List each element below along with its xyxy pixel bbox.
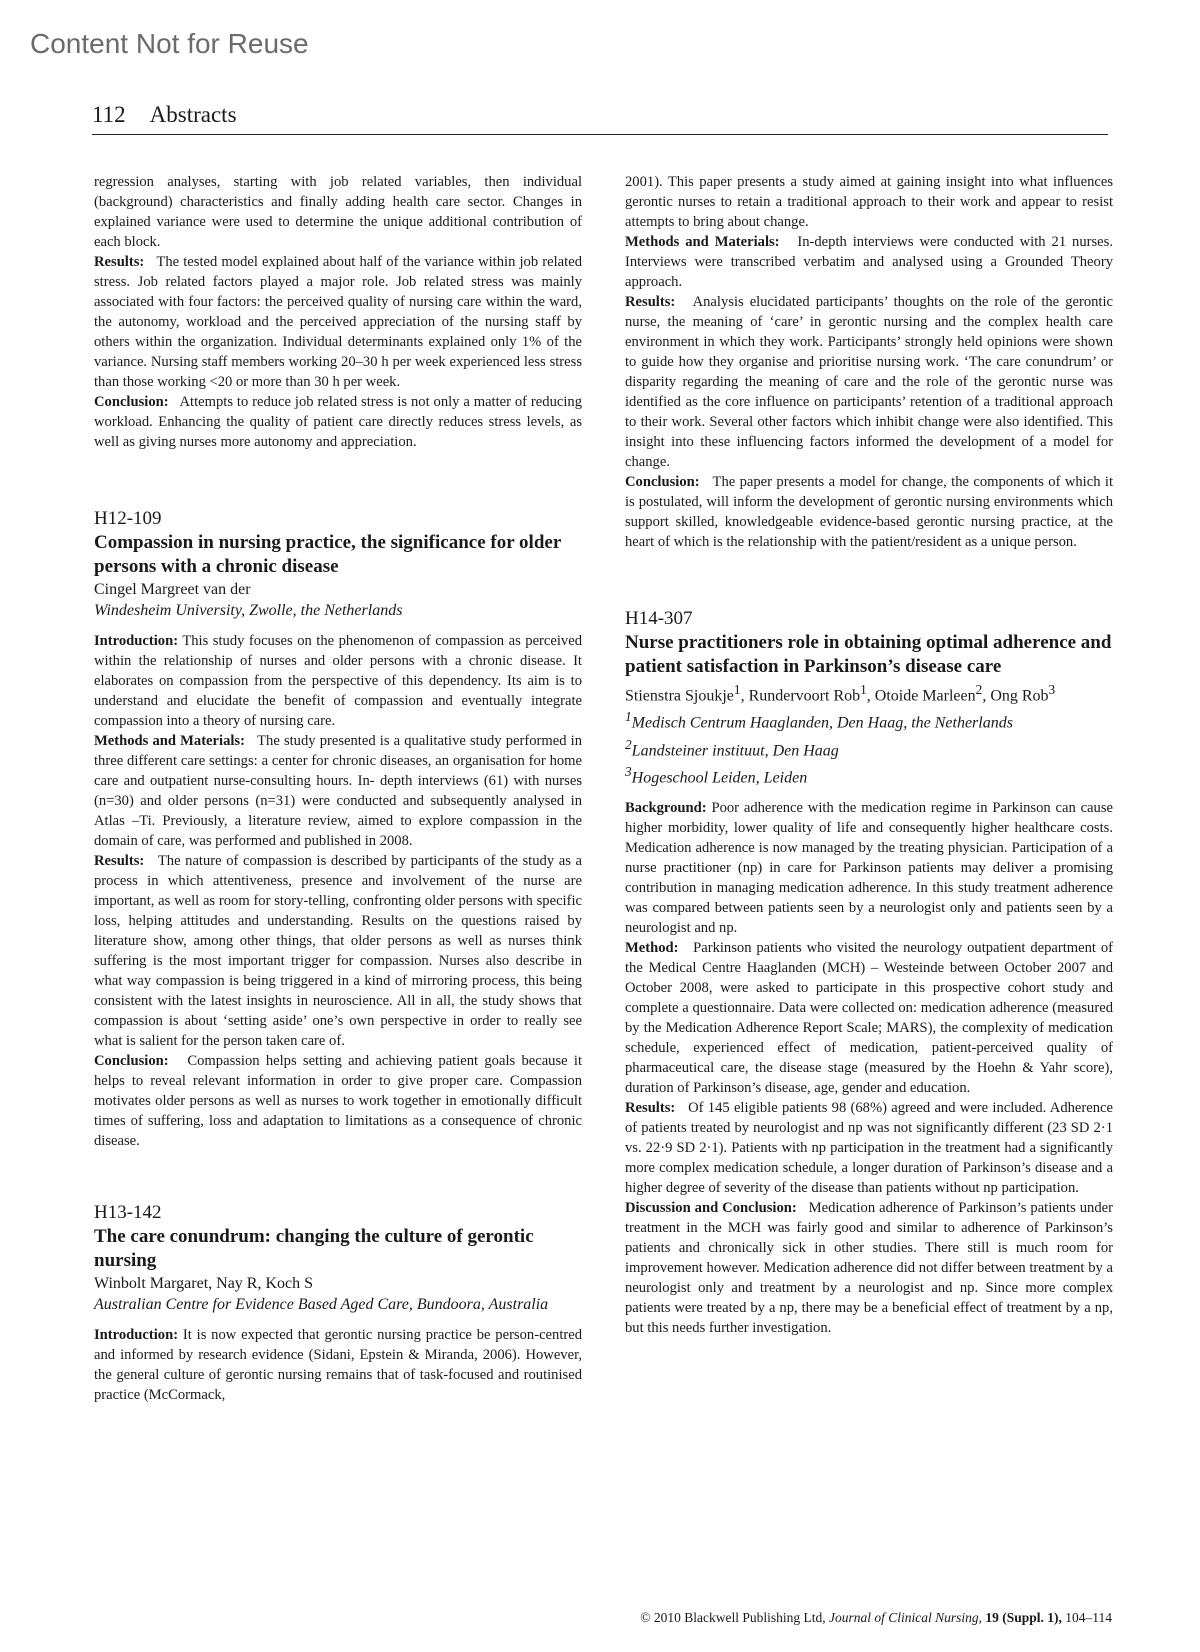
conclusion-paragraph — [94, 392, 582, 452]
supplement: (Suppl. 1), — [1002, 1610, 1062, 1625]
intro-paragraph — [94, 631, 582, 731]
abstract-h13 — [94, 1201, 582, 1405]
background-text: Poor adherence with the medication regime in Parkinson can cause higher morbidity, lower quality of life and consequently higher healthcare costs. Medication adherence is now managed by the treating physician. Participation of a nurse practitioner (np) in care for Parkinson patients may deliver a promising contribution in managing medication adherence. In this study treatment adherence was compared between patients seen by a neurologist only and patients seen by a neurologist and np. — [625, 800, 1113, 937]
author-sup: 1 — [733, 682, 741, 697]
methods-paragraph — [94, 731, 582, 851]
author-sup: 3 — [1048, 682, 1056, 697]
abstract-title: Compassion in nursing practice, the significance for older persons with a chronic disease — [94, 532, 561, 577]
left-column — [94, 172, 582, 1405]
author: Rundervoort Rob — [748, 687, 861, 705]
abstract-h14 — [625, 607, 1113, 1338]
intro-paragraph — [94, 1325, 582, 1405]
results-paragraph — [625, 292, 1113, 472]
results-text: Of 145 eligible patients 98 (68%) agreed and were included. Adherence of patients treated by neurologist and np was not significantly different (23 SD 2·1 vs. 22·9 SD 2·1). Patients with np participation in the treatment had a significantly more complex medication schedule, a longer duration of Parkinson’s disease and a higher degree of severity of the disease than patients without np participation. — [625, 1100, 1113, 1197]
abstract-code: H14-307 — [625, 608, 693, 629]
copyright: © 2010 Blackwell Publishing Ltd, — [640, 1610, 826, 1625]
abstract-affiliation: Australian Centre for Evidence Based Aged Care, Bundoora, Australia — [94, 1296, 549, 1313]
conclusion-label: Conclusion: — [94, 394, 169, 410]
author: Otoide Marleen — [874, 687, 976, 705]
abstract-title: Nurse practitioners role in obtaining optimal adherence and patient satisfaction in Parkinson’s disease care — [625, 632, 1112, 677]
method-label: Method: — [625, 940, 679, 957]
affil-text: Landsteiner instituut, Den Haag — [631, 741, 839, 759]
methods-paragraph — [625, 232, 1113, 292]
watermark: Content Not for Reuse — [30, 28, 309, 59]
abstract-affiliation — [625, 761, 1113, 788]
affil-sup: 3 — [625, 763, 632, 779]
abstract-authors: Winbolt Margaret, Nay R, Koch S — [94, 1275, 314, 1292]
conclusion-label: Conclusion: — [94, 1053, 169, 1069]
intro-text: This study focuses on the phenomenon of compassion as perceived within the relationship of nurses and older persons with a chronic disease. It elaborates on compassion from the perspective of this dependency. Its aim is to understand and elucidate the benefit of compassion and eventually integrate compassion into a theory of nursing care. — [94, 633, 582, 729]
discussion-text: Medication adherence of Parkinson’s patients under treatment in the MCH was fairly good and similar to adherence of Parkinson’s patients and chronically sick in other studies. There still is much room for improvement however. Medication adherence did not differ between treatment by a neurologist only and treatment by a neurologist and np. Since more complex patients were treated by a np, there may be a beneficial effect of treatment by a np, but this needs further investigation. — [625, 1200, 1113, 1337]
abstract-h12 — [94, 507, 582, 1151]
conclusion-text: The paper presents a model for change, the components of which it is postulated, will inform the development of gerontic nursing environments which support skilled, knowledgeable evidence-based gerontic nursing practice, at the heart of which is the relationship with the patient/resident as a unique person. — [625, 474, 1113, 550]
results-text: Analysis elucidated participants’ thoughts on the role of the gerontic nurse, the meaning of ‘care’ in gerontic nursing and the complex health care environment in which they work. Participants’ strongly held opinions were shown to guide how they organise and prioritise nursing work. ‘The care conundrum’ or disparity regarding the meaning of care and the role of the gerontic nurse was identified as the core influence on participants’ retention of a traditional approach to their work. Several other factors which inhibit change were also identified. This insight into these influencing factors informed the development of a model for change. — [625, 294, 1114, 470]
author: Ong Rob — [990, 687, 1049, 705]
author-sup: 2 — [975, 682, 983, 697]
results-text: The nature of compassion is described by participants of the study as a process in which attentiveness, presence and involvement of the nurse are important, as well as room for story-telling, confronting older persons with specific loss, helping attitudes and understanding. Results on the questions raised by literature show, among other things, that older persons as well as nurses think suffering is the most important trigger for compassion. Nurses also describe in what way compassion is being triggered in a kind of mirroring process, this being consistent with the latest insights in neuroscience. All in all, the study shows that compassion is about ‘setting aside’ one’s own perspective in order to really see what is salient for the person taken care of. — [94, 853, 582, 1049]
author-sup: 1 — [860, 682, 867, 697]
results-paragraph — [94, 851, 582, 1051]
conclusion-text: Attempts to reduce job related stress is not only a matter of reducing workload. Enhancing the quality of patient care directly reduces stress levels, as well as giving nurses more autonomy and appreciation. — [94, 394, 582, 450]
results-paragraph — [625, 1098, 1113, 1198]
continued-text: regression analyses, starting with job related variables, then individual (background) characteristics and finally adding health care sector. Changes in explained variance were used to determine the unique additional contribution of each block. — [94, 174, 582, 250]
discussion-label: Discussion and Conclusion: — [625, 1200, 797, 1217]
abstract-authors: Cingel Margreet van der — [94, 581, 251, 598]
results-text: The tested model explained about half of the variance within job related stress. Job related factors played a major role. Job related stress was mainly associated with four factors: the perceived quality of nursing care within the ward, the autonomy, workload and the perceived appreciation of the nursing staff by others within the organization. Individual determinants explained only 1% of the variance. Nursing staff members working 20–30 h per week experienced less stress than those working <20 or more than 30 h per week. — [94, 254, 582, 390]
affil-text: Hogeschool Leiden, Leiden — [631, 769, 808, 787]
section-title: Abstracts — [149, 102, 237, 127]
abstract-authors: Stienstra Sjoukje$^1$, Rundervoort Rob$^1$, Otoide Marleen$^2$, Ong Rob$^3$ — [625, 682, 1056, 705]
method-paragraph — [625, 938, 1113, 1098]
author: Stienstra Sjoukje — [625, 687, 734, 705]
method-text: Parkinson patients who visited the neurology outpatient department of the Medical Centre Haaglanden (MCH) – Westeinde between October 2007 and October 2008, were asked to participate in this prospective cohort study and complete a questionnaire. Data were collected on: medication adherence (measured by the Medication Adherence Report Scale; MARS), the complexity of medication schedule, experienced effect of medication, patient-perceived quality of pharmaceutical care, the disease stage (measured by the Hoehn & Yahr score), duration of Parkinson’s disease, age, gender and education. — [625, 940, 1113, 1097]
conclusion-paragraph — [625, 472, 1113, 552]
abstract-code: H13-142 — [94, 1202, 162, 1223]
right-column — [625, 172, 1113, 1338]
methods-label: Methods and Materials: — [625, 234, 780, 250]
methods-text: The study presented is a qualitative study performed in three different care settings: a center for chronic diseases, an organisation for home care and outpatient nurse-consulting hours. In- depth interviews (61) with nurses (n=30) and older persons (n=31) were conducted and subsequently analysed in Atlas –Ti. Previously, a literature review, aimed to explore compassion in the domain of care, was performed and published in 2008. — [94, 733, 583, 849]
conclusion-label: Conclusion: — [625, 474, 700, 490]
affil-sup: 2 — [625, 736, 632, 752]
intro-text: It is now expected that gerontic nursing practice be person-centred and informed by research evidence (Sidani, Epstein & Miranda, 2006). However, the general culture of gerontic nursing remains that of task-focused and routinised practice (McCormack, — [94, 1327, 583, 1403]
results-label: Results: — [94, 254, 145, 270]
results-label: Results: — [625, 1100, 676, 1117]
methods-text: In-depth interviews were conducted with 21 nurses. Interviews were transcribed verbatim and analysed using a Grounded Theory approach. — [625, 234, 1113, 290]
intro-label: Introduction: — [94, 633, 179, 649]
page-range: 104–114 — [1065, 1610, 1112, 1625]
abstract-affiliation — [625, 706, 1113, 733]
intro-label: Introduction: — [94, 1327, 179, 1343]
conclusion-paragraph — [94, 1051, 582, 1151]
abstract-affiliation — [625, 734, 1113, 761]
abstract-affiliation: Windesheim University, Zwolle, the Netherlands — [94, 602, 403, 619]
volume: 19 — [985, 1610, 999, 1625]
background-label: Background: — [625, 800, 707, 817]
journal-name: Journal of Clinical Nursing, — [828, 1610, 982, 1625]
abstract-title: The care conundrum: changing the culture of gerontic nursing — [94, 1226, 534, 1271]
running-head — [92, 102, 1108, 135]
methods-label: Methods and Materials: — [94, 733, 245, 749]
page-number: 112 — [92, 102, 126, 127]
affil-text: Medisch Centrum Haaglanden, Den Haag, the Netherlands — [631, 714, 1013, 732]
discussion-paragraph — [625, 1198, 1113, 1338]
page-footer — [640, 1610, 1112, 1626]
results-label: Results: — [94, 853, 145, 869]
conclusion-text: Compassion helps setting and achieving patient goals because it helps to reveal relevant information in order to give proper care. Compassion motivates older persons as well as nurses to work together in emotionally difficult times of suffering, loss and adaptation to limitations as a consequence of chronic disease. — [94, 1053, 582, 1149]
results-label: Results: — [625, 294, 676, 310]
affil-sup: 1 — [625, 709, 632, 725]
continued-text: 2001). This paper presents a study aimed at gaining insight into what influences gerontic nurses to retain a traditional approach to their work and appear to resist attempts to bring about change. — [625, 174, 1113, 230]
results-paragraph — [94, 252, 582, 392]
background-paragraph — [625, 798, 1113, 938]
abstract-code: H12-109 — [94, 508, 162, 529]
